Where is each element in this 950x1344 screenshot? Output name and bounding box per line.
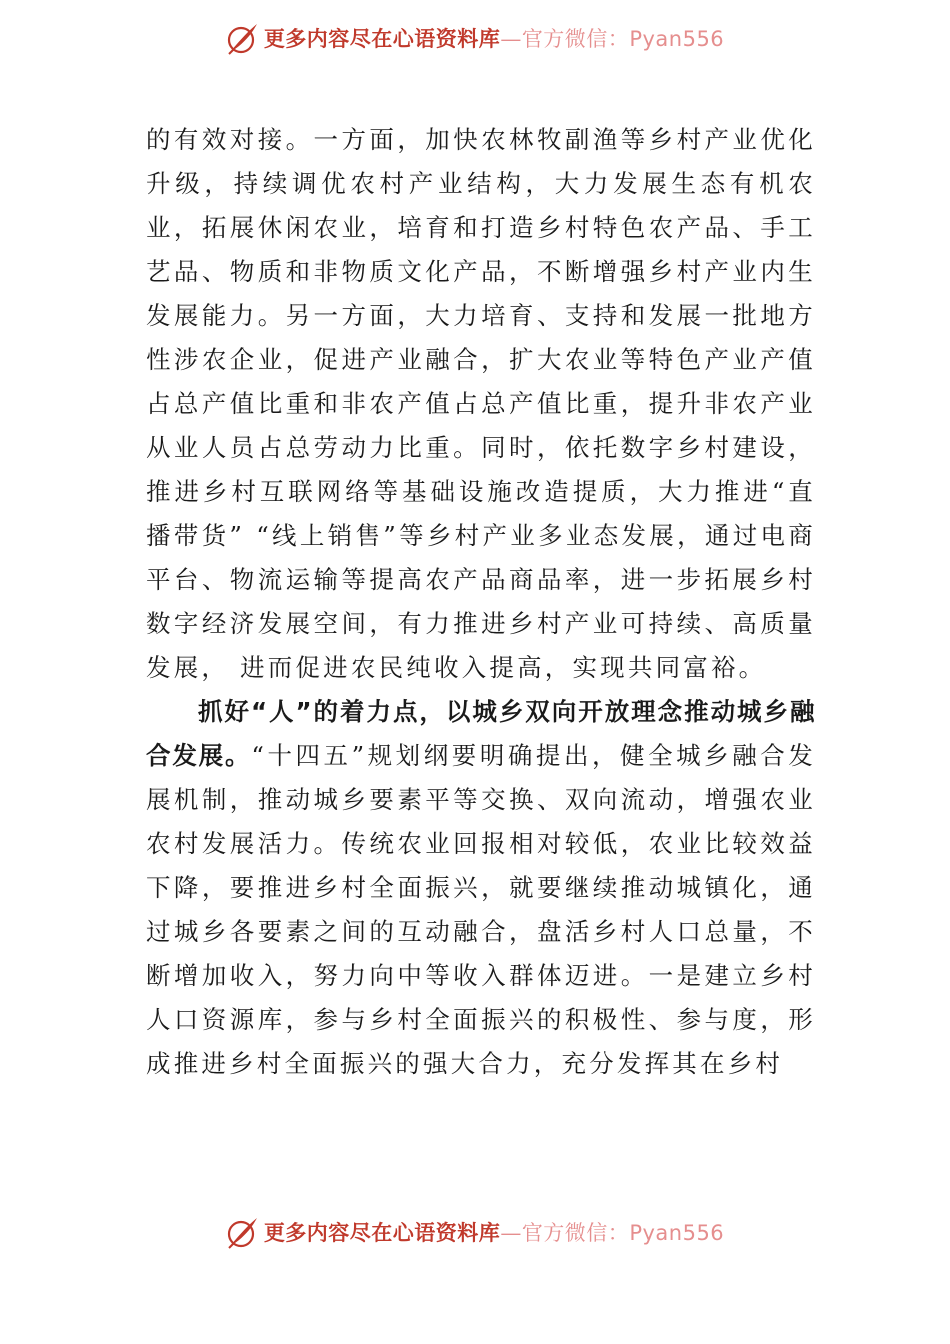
paragraph-2-lead: 抓好“人”的着力点，以城乡双向开放理念推动城乡融合发展。 — [146, 697, 816, 770]
document-body — [146, 118, 816, 1086]
watermark-suffix: —官方微信： — [500, 27, 630, 51]
watermark-suffix: —官方微信： — [500, 1221, 630, 1245]
feather-quill-logo-icon — [226, 21, 260, 55]
watermark-main: 更多内容尽在心语资料库 — [263, 1220, 501, 1245]
paragraph-2 — [146, 690, 816, 1086]
watermark-account: Pyan556 — [629, 1221, 725, 1245]
footer-watermark — [0, 1212, 950, 1252]
watermark-text — [264, 23, 724, 53]
paragraph-1-text: 的有效对接。一方面，加快农林牧副渔等乡村产业优化升级，持续调优农村产业结构，大力发展生态有机农业，拓展休闲农业，培育和打造乡村特色农产品、手工艺品、物质和非物质文化产品，不断增强乡村产业内生发展能力。另一方面，大力培育、支持和发展一批地方性涉农企业，促进产业融合，扩大农业等特色产业产值占总产值比重和非农产值占总产值比重，提升非农产业从业人员占总劳动力比重。同时，依托数字乡村建设，推进乡村互联网络等基础设施改造提质，大力推进“直播带货” “线上销售”等乡村产业多业态发展，通过电商平台、物流运输等提高农产品商品率，进一步拓展乡村数字经济发展空间，有力推进乡村产业可持续、高质量发展， 进而促进农民纯收入提高，实现共同富裕。 — [146, 125, 816, 682]
header-watermark — [0, 18, 950, 58]
watermark-main: 更多内容尽在心语资料库 — [263, 26, 501, 51]
feather-quill-logo-icon — [226, 1215, 260, 1249]
watermark-text — [264, 1217, 724, 1247]
watermark-account: Pyan556 — [629, 27, 725, 51]
paragraph-1 — [146, 118, 816, 690]
paragraph-2-text: “十四五”规划纲要明确提出，健全城乡融合发展机制，推动城乡要素平等交换、双向流动，增强农业农村发展活力。传统农业回报相对较低，农业比较效益下降，要推进乡村全面振兴，就要继续推动城镇化，通过城乡各要素之间的互动融合，盘活乡村人口总量，不断增加收入，努力向中等收入群体迈进。一是建立乡村人口资源库，参与乡村全面振兴的积极性、参与度，形成推进乡村全面振兴的强大合力，充分发挥其在乡村 — [146, 741, 816, 1078]
